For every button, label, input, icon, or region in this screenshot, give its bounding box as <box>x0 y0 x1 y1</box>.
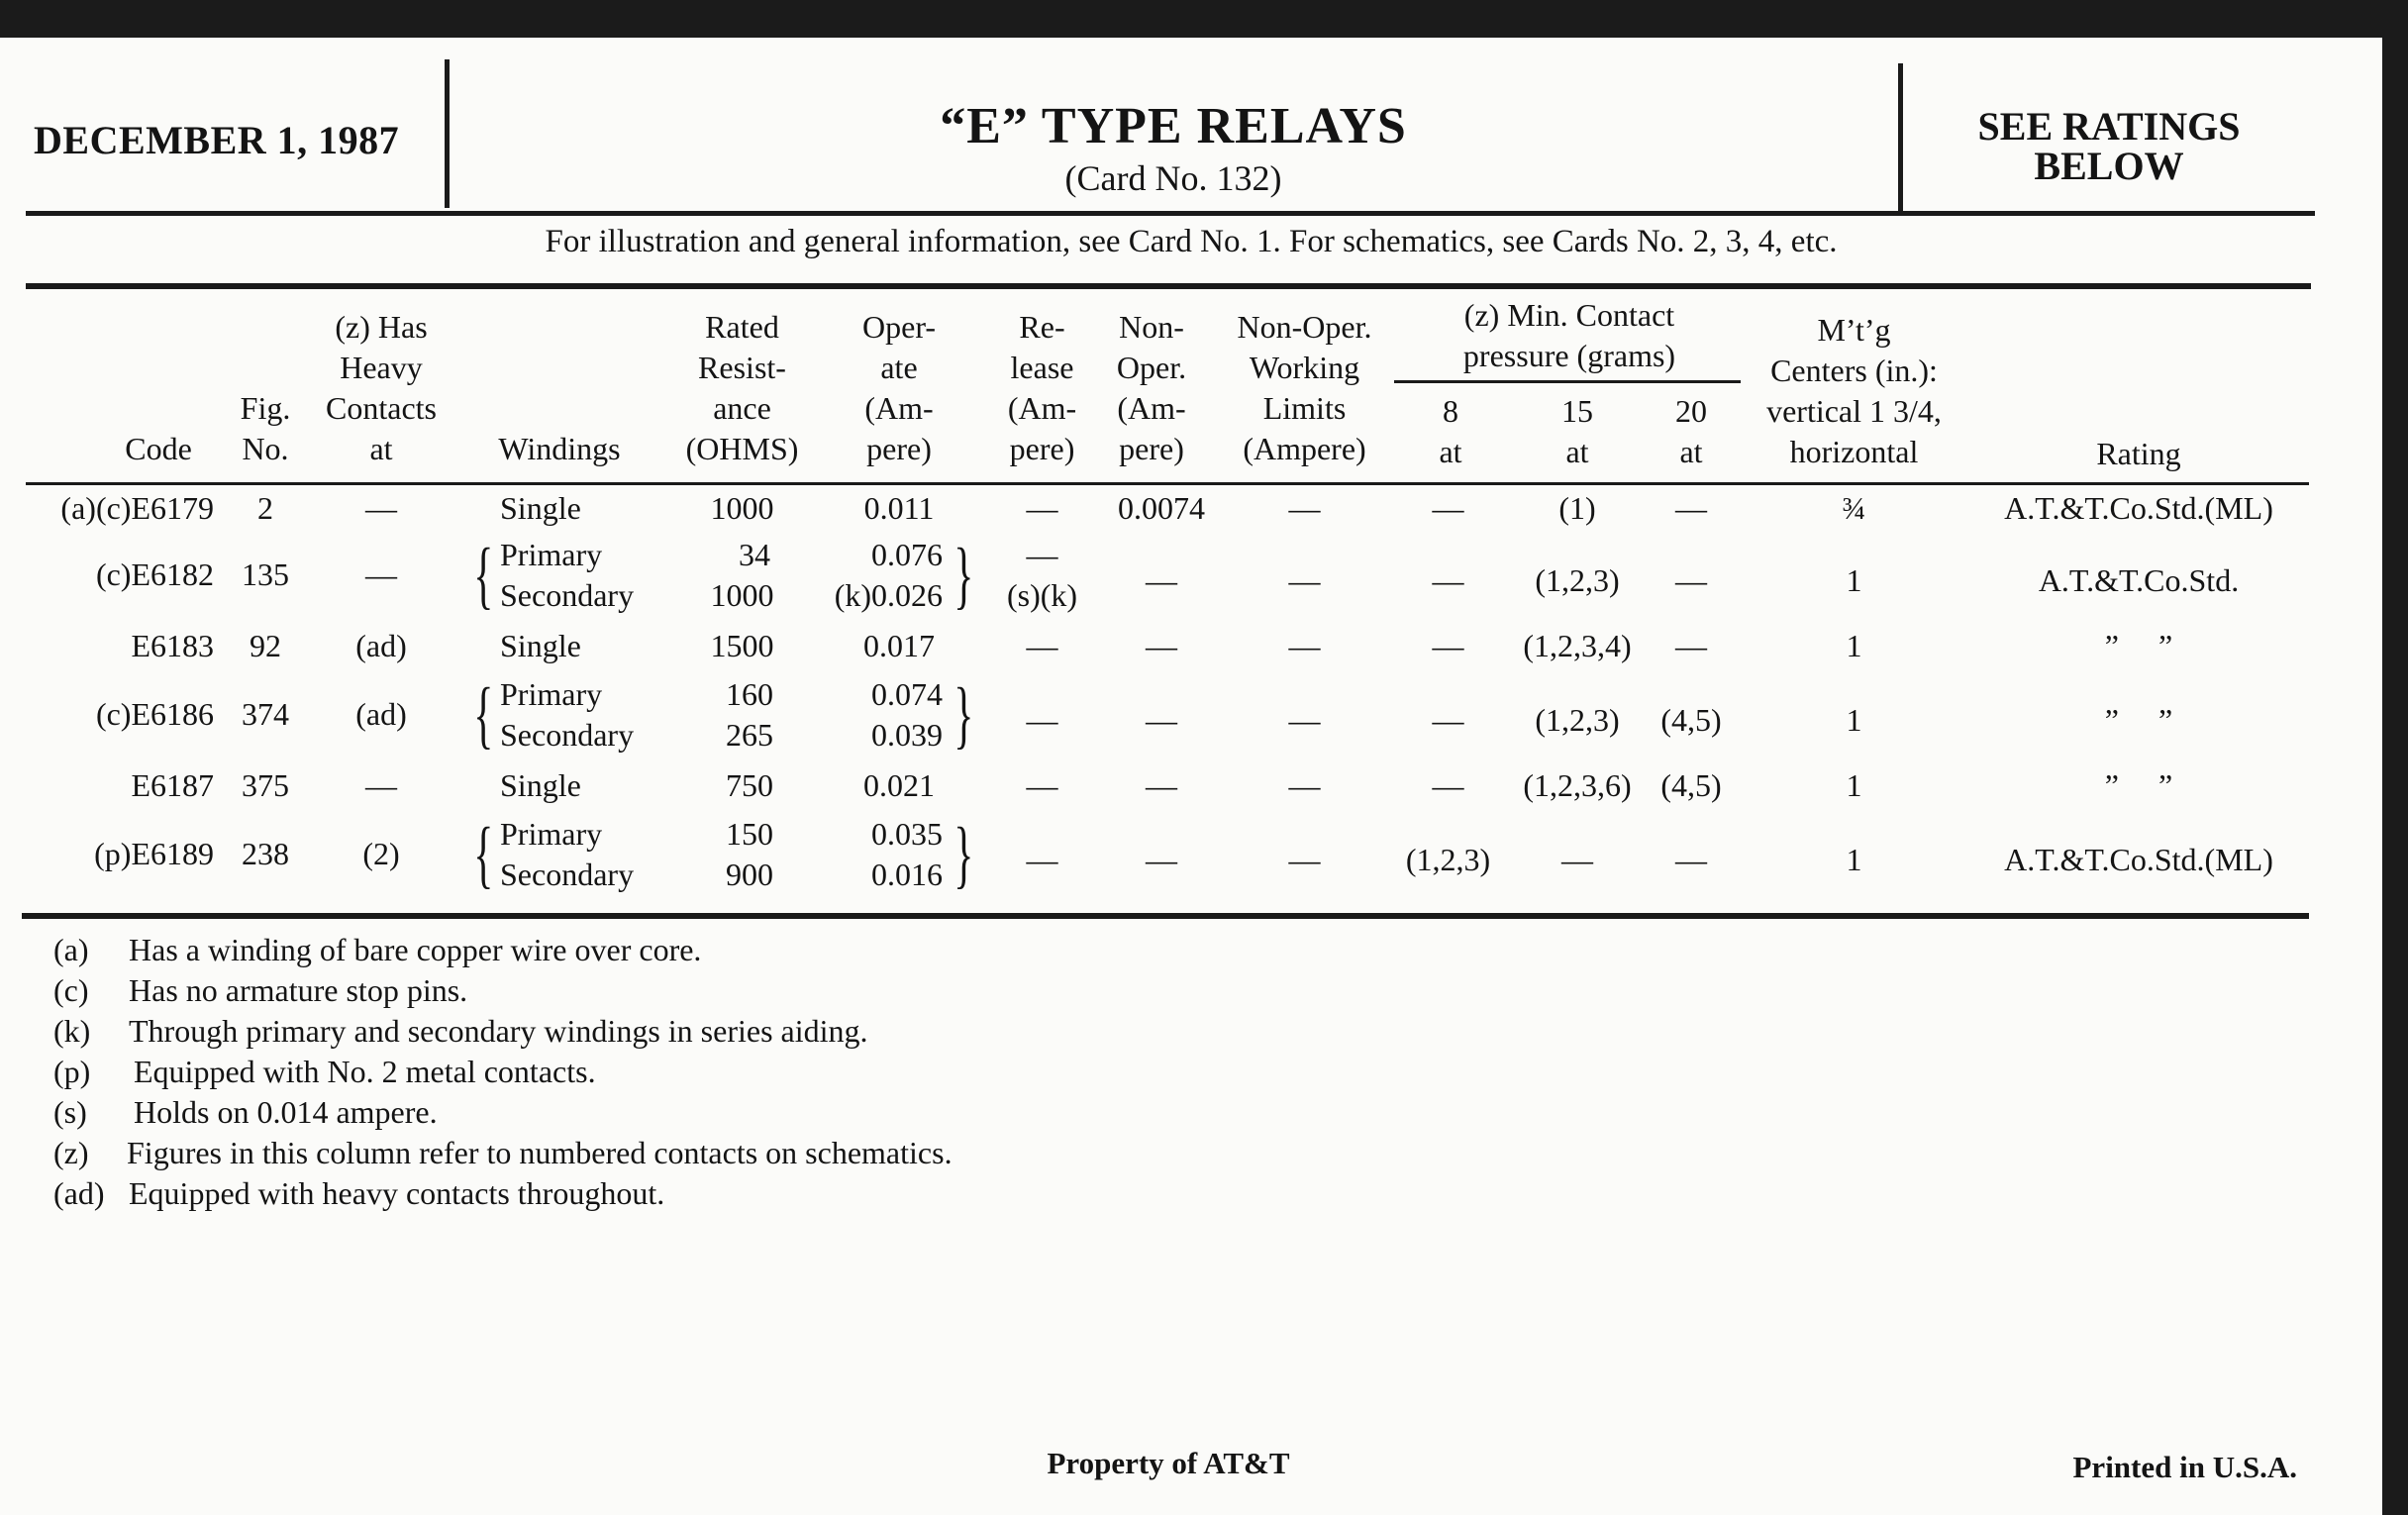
table-row-working: — <box>1288 490 1321 526</box>
table-row-mtg: 1 <box>1846 628 1862 663</box>
table-row-heavy: (ad) <box>355 628 407 663</box>
windings-left-brace: { <box>473 813 494 896</box>
operate-right-brace: } <box>953 534 974 617</box>
table-row-code: E6183 <box>131 628 214 663</box>
table-row-operate-secondary: 0.039 <box>871 717 943 753</box>
table-row-windings-secondary: Secondary <box>500 717 635 753</box>
table-row-code: (a)(c)E6179 <box>60 490 214 526</box>
table-row-rating: A.T.&T.Co.Std.(ML) <box>2004 490 2273 526</box>
header-bottom-rule <box>26 482 2309 485</box>
header-heavy-contacts: (z) Has Heavy Contacts at <box>326 309 437 466</box>
footnote-text: Figures in this column refer to numbered contacts on schematics. <box>127 1135 953 1170</box>
table-row-windings-primary: Primary <box>500 816 603 852</box>
card-title-block <box>451 95 1896 198</box>
table-row-windings: Single <box>500 767 581 803</box>
table-row-non-oper: — <box>1146 767 1177 803</box>
property-notice: Property of AT&T <box>1047 1446 1290 1480</box>
table-row-release: — <box>1026 842 1058 877</box>
footnote-key: (s) <box>53 1094 87 1130</box>
table-row-resistance-primary: 160 <box>726 676 773 712</box>
header-min-contact-pressure: (z) Min. Contact pressure (grams) <box>1462 297 1676 373</box>
table-row-p20: — <box>1675 842 1707 877</box>
table-row-mtg: 1 <box>1846 842 1862 877</box>
table-row-rating: ” ” <box>2104 767 2173 803</box>
header-resistance: Rated Resist- ance (OHMS) <box>685 309 799 466</box>
operate-right-brace: } <box>953 673 974 757</box>
header-non-oper: Non- Oper. (Am- pere) <box>1116 309 1187 466</box>
footnote-text: Holds on 0.014 ampere. <box>134 1094 438 1130</box>
footnote-text: Through primary and secondary windings in series aiding. <box>129 1013 868 1049</box>
header-windings: Windings <box>498 431 621 466</box>
footnote-key: (k) <box>53 1013 91 1049</box>
table-row-working: — <box>1288 842 1321 877</box>
table-row-p15: (1,2,3,4) <box>1523 628 1632 663</box>
table-row-resistance-secondary: 900 <box>726 857 773 892</box>
footnote-text: Equipped with heavy contacts throughout. <box>129 1175 665 1211</box>
footnote-key: (ad) <box>53 1175 105 1211</box>
table-row-operate-primary: 0.074 <box>871 676 943 712</box>
table-row-p8: — <box>1432 628 1464 663</box>
table-row-resistance-secondary: 265 <box>726 717 773 753</box>
header-rule <box>26 211 2315 216</box>
table-row-fig: 2 <box>257 490 273 526</box>
table-row-code: (c)E6182 <box>95 556 214 592</box>
windings-left-brace: { <box>473 534 494 617</box>
table-row-heavy: — <box>365 556 397 592</box>
table-top-rule <box>26 283 2311 289</box>
table-row-resistance: 1000 <box>710 490 774 526</box>
min-contact-underline <box>1394 380 1741 383</box>
table-row-release: — <box>1026 767 1058 803</box>
table-row-mtg: 1 <box>1846 767 1862 803</box>
table-row-operate: 0.017 <box>863 628 935 663</box>
table-row-p15: (1) <box>1558 490 1596 526</box>
card-number: (Card No. 132) <box>1064 158 1282 198</box>
table-row-working: — <box>1288 702 1321 738</box>
table-row-non-oper: — <box>1146 628 1177 663</box>
table-row-heavy: — <box>365 490 397 526</box>
header-operate: Oper- ate (Am- pere) <box>862 309 936 466</box>
table-row-non-oper: 0.0074 <box>1118 490 1205 526</box>
header-divider-left <box>445 59 450 208</box>
table-row-resistance: 750 <box>726 767 773 803</box>
table-row-release-secondary: (s)(k) <box>1006 577 1078 613</box>
see-ratings-line2: BELOW <box>2034 144 2184 188</box>
table-row-windings-primary: Primary <box>500 676 603 712</box>
table-row-rating: ” ” <box>2104 702 2173 738</box>
table-row-heavy: (2) <box>362 836 400 871</box>
general-information: For illustration and general information, see Card No. 1. For schematics, see Cards No. 2, 3, 4, etc. <box>545 224 1838 259</box>
footnote-text: Has no armature stop pins. <box>129 972 468 1008</box>
footnote-key: (p) <box>53 1054 91 1089</box>
table-row-rating: ” ” <box>2104 628 2173 663</box>
table-bottom-rule <box>22 913 2309 919</box>
scan-top-border <box>0 0 2408 38</box>
table-row-p15: (1,2,3,6) <box>1523 767 1632 803</box>
see-ratings-line1: SEE RATINGS <box>1977 104 2241 149</box>
table-row-resistance-secondary: 1000 <box>710 577 774 613</box>
table-row-fig: 375 <box>242 767 289 803</box>
operate-right-brace: } <box>953 813 974 896</box>
table-row-fig: 374 <box>242 696 289 732</box>
header-pressure-8: 8 at <box>1439 393 1462 469</box>
table-row-p8: — <box>1432 767 1464 803</box>
table-row-p20: — <box>1675 490 1707 526</box>
table-row-resistance-primary: 150 <box>726 816 773 852</box>
table-row-release: — <box>1026 628 1058 663</box>
table-row-windings-secondary: Secondary <box>500 857 635 892</box>
header-release: Re- lease (Am- pere) <box>1007 309 1077 466</box>
card-title: “E” TYPE RELAYS <box>940 98 1407 154</box>
table-row-working: — <box>1288 628 1321 663</box>
table-row-operate-secondary: (k)0.026 <box>834 577 943 613</box>
header-pressure-15: 15 at <box>1561 393 1593 469</box>
table-row-mtg: 1 <box>1846 702 1862 738</box>
footnote-key: (z) <box>53 1135 89 1170</box>
table-row-fig: 238 <box>242 836 289 871</box>
table-row-code: (p)E6189 <box>94 836 214 871</box>
table-row-non-oper: — <box>1146 702 1177 738</box>
header-rating: Rating <box>2096 436 2181 471</box>
header-pressure-20: 20 at <box>1675 393 1707 469</box>
header-code: Code <box>125 431 192 466</box>
table-row-p20: — <box>1675 628 1707 663</box>
card-date: DECEMBER 1, 1987 <box>34 118 400 162</box>
header-non-oper-working-limits: Non-Oper. Working Limits (Ampere) <box>1237 309 1372 466</box>
table-row-non-oper: — <box>1146 562 1177 598</box>
scan-right-border <box>2382 0 2408 1515</box>
table-row-p8: — <box>1432 702 1464 738</box>
table-row-mtg: ¾ <box>1842 490 1866 526</box>
table-row-operate-primary: 0.035 <box>871 816 943 852</box>
table-row-p15: (1,2,3) <box>1535 702 1620 738</box>
table-row-non-oper: — <box>1146 842 1177 877</box>
table-row-release: — <box>1026 490 1058 526</box>
header-fig: Fig. No. <box>240 390 291 466</box>
see-ratings-note <box>1906 104 2312 188</box>
table-row-mtg: 1 <box>1846 562 1862 598</box>
table-row-operate: 0.021 <box>863 767 935 803</box>
table-row-p20: (4,5) <box>1660 702 1722 738</box>
footnote-key: (c) <box>53 972 89 1008</box>
table-row-working: — <box>1288 562 1321 598</box>
table-row-windings: Single <box>500 628 581 663</box>
table-row-p15: — <box>1561 842 1593 877</box>
table-row-windings-secondary: Secondary <box>500 577 635 613</box>
footnote-key: (a) <box>53 932 89 967</box>
table-row-operate-secondary: 0.016 <box>871 857 943 892</box>
table-row-p20: (4,5) <box>1660 767 1722 803</box>
table-row-heavy: — <box>365 767 397 803</box>
table-row-rating: A.T.&T.Co.Std.(ML) <box>2004 842 2273 877</box>
table-row-release-primary: — <box>1026 537 1058 572</box>
table-row-p8: — <box>1432 562 1464 598</box>
table-row-resistance: 1500 <box>710 628 774 663</box>
header-divider-right <box>1898 63 1903 212</box>
table-row-p8: (1,2,3) <box>1405 842 1491 877</box>
table-row-code: (c)E6186 <box>95 696 214 732</box>
table-row-windings-primary: Primary <box>500 537 603 572</box>
table-row-p8: — <box>1432 490 1464 526</box>
table-row-windings: Single <box>500 490 581 526</box>
table-row-p15: (1,2,3) <box>1535 562 1620 598</box>
table-row-code: E6187 <box>131 767 214 803</box>
table-row-operate-primary: 0.076 <box>871 537 943 572</box>
table-row-heavy: (ad) <box>355 696 407 732</box>
footnote-text: Equipped with No. 2 metal contacts. <box>134 1054 596 1089</box>
table-row-fig: 135 <box>242 556 289 592</box>
table-row-working: — <box>1288 767 1321 803</box>
table-row-resistance-primary: 34 <box>739 537 770 572</box>
header-mounting-centers: M’t’g Centers (in.): vertical 1 3/4, horizontal <box>1766 312 1942 469</box>
table-row-rating: A.T.&T.Co.Std. <box>2038 562 2240 598</box>
footnote-text: Has a winding of bare copper wire over core. <box>129 932 702 967</box>
table-row-p20: — <box>1675 562 1707 598</box>
table-row-operate: 0.011 <box>863 490 935 526</box>
table-row-release: — <box>1026 702 1058 738</box>
printed-notice: Printed in U.S.A. <box>2072 1450 2297 1484</box>
table-row-fig: 92 <box>250 628 281 663</box>
windings-left-brace: { <box>473 673 494 757</box>
